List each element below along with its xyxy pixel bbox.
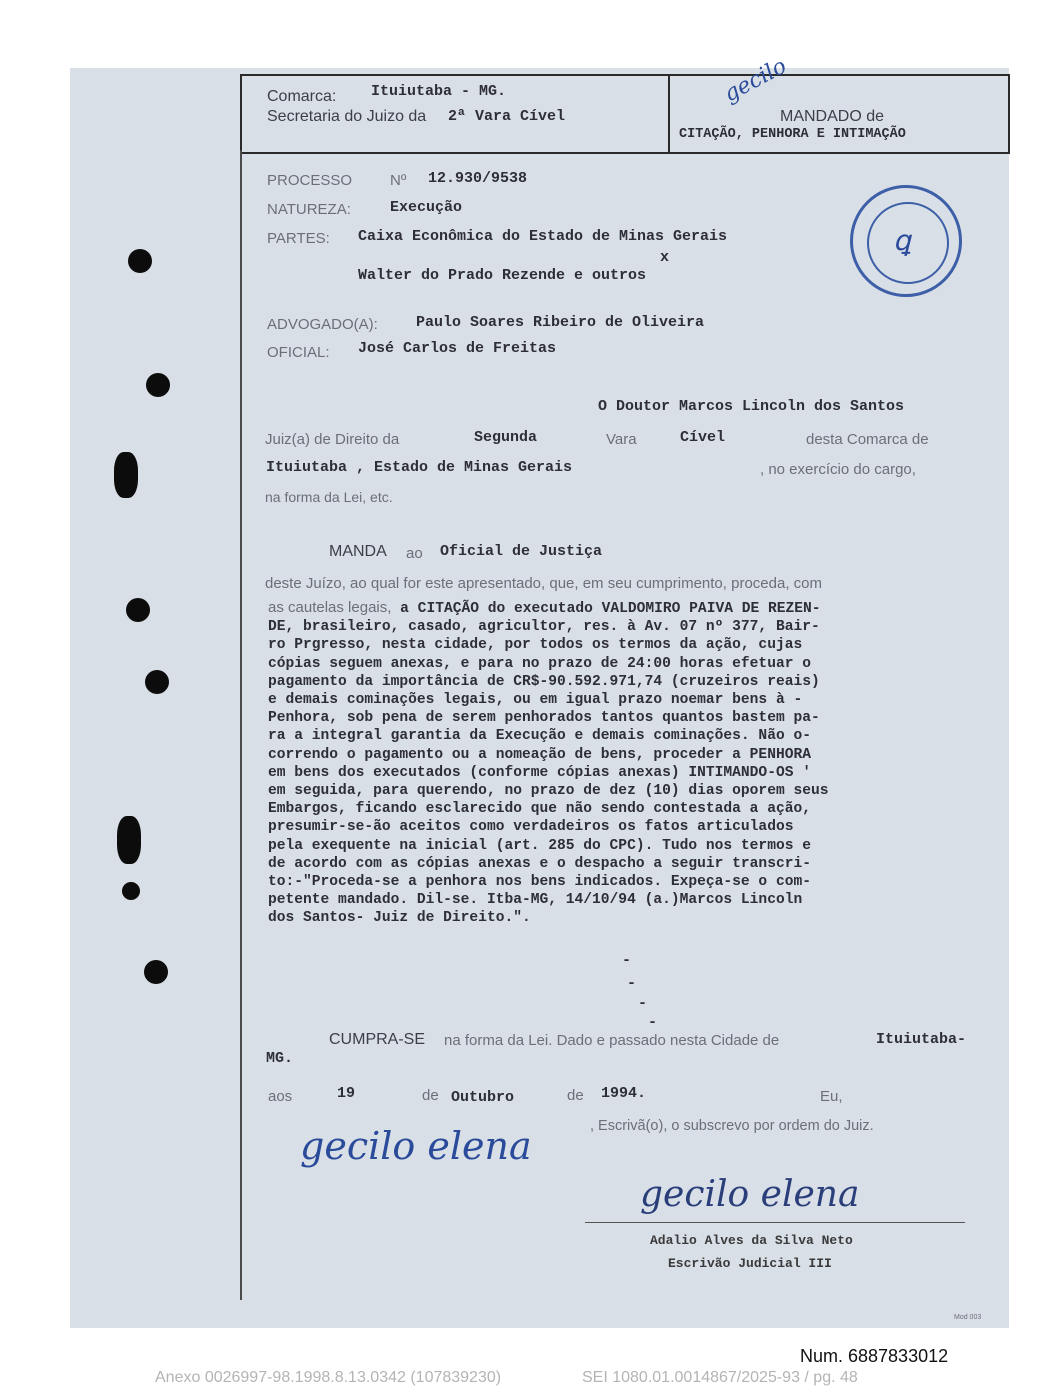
punch-hole [117,816,141,864]
body-line: e demais cominações legais, ou em igual prazo noemar bens à - [268,692,803,709]
natureza-value: Execução [390,199,463,216]
punch-hole [114,452,138,498]
comarca-value: Ituiutaba - MG. [371,83,507,100]
court-seal-stamp [850,185,962,297]
body-line: correndo o pagamento ou a nomeação de bens, proceder a PENHORA [268,746,811,763]
signature-line [585,1222,965,1223]
cautelas-text: as cautelas legais, [268,599,392,616]
punch-hole [146,373,170,397]
stamp-initials: ꝗ [893,224,911,257]
oficial-value: José Carlos de Freitas [358,340,557,357]
mandado-title: MANDADO de [780,108,885,125]
year-value: 1994. [601,1085,647,1102]
oficial-label: OFICIAL: [267,344,330,361]
header-divider [668,74,670,152]
punch-hole [126,598,150,622]
body-line-text: a CITAÇÃO do executado VALDOMIRO PAIVA DE REZEN- [400,601,821,617]
exercicio-text: , no exercício do cargo, [760,461,916,478]
punch-hole [144,960,168,984]
cumpra-se-word: CUMPRA-SE [329,1031,426,1048]
body-line: presumir-se-ão aceitos como verdadeiros os fatos articulados [268,819,794,836]
punch-hole [122,882,140,900]
sei-reference: SEI 1080.01.0014867/2025-93 / pg. 48 [582,1369,858,1386]
advogado-label: ADVOGADO(A): [267,316,378,333]
handwritten-signature: gecilo elena [300,1124,532,1168]
document-number: Num. 6887833012 [800,1346,949,1366]
manda-ao: ao [406,545,423,562]
city-state: Ituiutaba , Estado de Minas Gerais [266,459,573,476]
forma-lei-text: na forma da Lei, etc. [265,489,393,505]
mandate-body [268,599,988,928]
anexo-reference: Anexo 0026997-98.1998.8.13.0342 (107839230) [155,1369,502,1386]
comarca-suffix: desta Comarca de [806,431,929,448]
punch-hole [128,249,152,273]
day-value: 19 [337,1085,356,1102]
body-line: pagamento da importância de CR$-90.592.971,74 (cruzeiros reais) [268,673,820,690]
de-label-2: de [567,1087,584,1104]
partes-value-1: Caixa Econômica do Estado de Minas Gerais [358,228,728,245]
body-line: petente mandado. Dil-se. Itba-MG, 14/10/94 (a.)Marcos Lincoln [268,892,803,909]
punch-hole [145,670,169,694]
judge-name: O Doutor Marcos Lincoln dos Santos [598,398,905,415]
filler-dash: - [638,995,648,1012]
closing-city: Ituiutaba- [876,1031,967,1048]
filler-dash: - [622,952,632,969]
body-line: em seguida, para querendo, no prazo de dez (10) dias oporem seus [268,783,829,800]
manda-word: MANDA [329,543,387,560]
processo-no-label: Nº [390,172,407,189]
body-line: ra a integral garantia da Execução e demais cominações. Não o- [268,728,811,745]
aos-label: aos [268,1088,293,1105]
comarca-label: Comarca: [267,88,337,105]
handwritten-signature: gecilo elena [640,1174,860,1215]
body-line: to:-"Proceda-se a penhora nos bens indicados. Expeça-se o com- [268,874,811,891]
month-value: Outubro [451,1089,515,1106]
filler-dash: - [627,975,637,992]
body-line [268,599,988,618]
cumpra-se-text: na forma da Lei. Dado e passado nesta Cidade de [444,1032,780,1049]
body-line: pela exequente na inicial (art. 285 do CPC). Tudo nos termos e [268,837,811,854]
left-margin-line [240,150,242,1300]
partes-value-2: Walter do Prado Rezende e outros [358,267,647,284]
manda-intro-line: deste Juízo, ao qual for este apresentado, que, em seu cumprimento, proceda, com [265,575,822,592]
clerk-name: Adalio Alves da Silva Neto [650,1233,853,1248]
body-line: DE, brasileiro, casado, agricultor, res. à Av. 07 nº 377, Bair- [268,619,820,636]
manda-oficial: Oficial de Justiça [440,543,603,560]
body-line: de acordo com as cópias anexas e o despacho a seguir transcri- [268,855,811,872]
de-label-1: de [422,1087,439,1104]
body-line: em bens dos executados (conforme cópias anexas) INTIMANDO-OS ' [268,764,811,781]
handwritten-top-signature: gecilo [720,53,791,108]
vara-ordinal: Segunda [474,429,538,446]
eu-label: Eu, [820,1088,843,1105]
clerk-title: Escrivão Judicial III [668,1256,832,1271]
partes-separator: x [660,249,670,266]
body-line: cópias seguem anexas, e para no prazo de 24:00 horas efetuar o [268,655,811,672]
filler-dash: - [648,1014,658,1031]
mandado-subtitle: CITAÇÃO, PENHORA E INTIMAÇÃO [679,127,906,142]
body-line: dos Santos- Juiz de Direito.". [268,910,531,927]
natureza-label: NATUREZA: [267,201,351,218]
form-code: Mod 003 [954,1314,982,1321]
advogado-value: Paulo Soares Ribeiro de Oliveira [416,314,705,331]
body-line: ro Prgresso, nesta cidade, por todos os termos da ação, cujas [268,637,803,654]
vara-label: Vara [606,431,637,448]
vara-type: Cível [680,429,726,446]
juiz-label: Juiz(a) de Direito da [265,431,400,448]
processo-value: 12.930/9538 [428,170,528,187]
secretaria-label: Secretaria do Juizo da [267,108,427,125]
escriva-text: , Escrivã(o), o subscrevo por ordem do Juiz. [590,1118,874,1134]
closing-city-cont: MG. [266,1050,294,1067]
body-line: Penhora, sob pena de serem penhorados tantos quantos bastem pa- [268,710,820,727]
body-line: Embargos, ficando esclarecido que não sendo contestada a ação, [268,801,811,818]
processo-label: PROCESSO [267,172,353,189]
partes-label: PARTES: [267,230,330,247]
secretaria-value: 2ª Vara Cível [448,108,566,125]
